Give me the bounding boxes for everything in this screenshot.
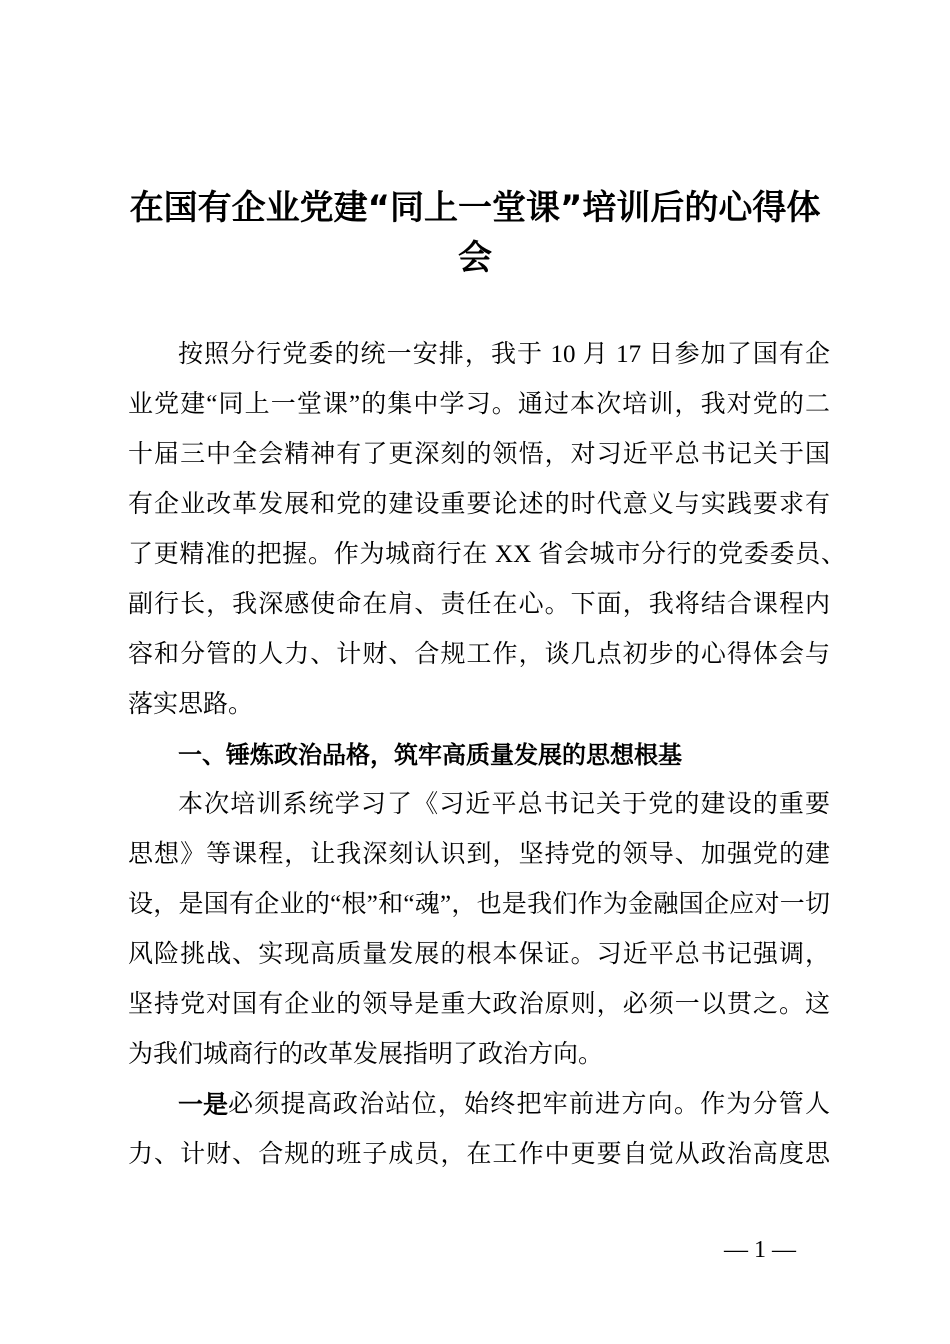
body-line: 坚持党对国有企业的领导是重大政治原则，必须一以贯之。这 — [128, 991, 830, 1018]
body-line: 思想》等课程，让我深刻认识到，坚持党的领导、加强党的建 — [128, 841, 830, 868]
body-line: 副行长，我深感使命在肩、责任在心。下面，我将结合课程内 — [128, 591, 830, 618]
body-line: 业党建“同上一堂课”的集中学习。通过本次培训，我对党的二 — [128, 391, 830, 418]
body-line: 风险挑战、实现高质量发展的根本保证。习近平总书记强调， — [128, 941, 830, 968]
document-title-line-2: 会 — [458, 238, 492, 278]
body-line: 有企业改革发展和党的建设重要论述的时代意义与实践要求有 — [128, 491, 830, 518]
body-line: 十届三中全会精神有了更深刻的领悟，对习近平总书记关于国 — [128, 441, 830, 468]
document-title-line-1: 在国有企业党建“同上一堂课”培训后的心得体 — [129, 188, 821, 228]
body-line-text: 必须提高政治站位，始终把牢前进方向。作为分管人 — [228, 1091, 830, 1118]
body-line: 力、计财、合规的班子成员，在工作中更要自觉从政治高度思 — [128, 1141, 830, 1168]
body-line — [178, 1080, 830, 1130]
body-line: 本次培训系统学习了《习近平总书记关于党的建设的重要 — [178, 791, 830, 818]
body-line: 落实思路。 — [128, 691, 254, 718]
body-line: 设，是国有企业的“根”和“魂”，也是我们作为金融国企应对一切 — [128, 891, 830, 918]
body-line: 了更精准的把握。作为城商行在 XX 省会城市分行的党委委员、 — [128, 541, 846, 568]
body-line: 容和分管的人力、计财、合规工作，谈几点初步的心得体会与 — [128, 641, 830, 668]
section-heading: 一、锤炼政治品格，筑牢高质量发展的思想根基 — [178, 741, 682, 769]
emphasis-label: 一是 — [178, 1090, 229, 1119]
page-number: — 1 — — [724, 1237, 796, 1263]
body-line: 为我们城商行的改革发展指明了政治方向。 — [128, 1041, 604, 1068]
body-line: 按照分行党委的统一安排，我于 10 月 17 日参加了国有企 — [178, 341, 830, 368]
